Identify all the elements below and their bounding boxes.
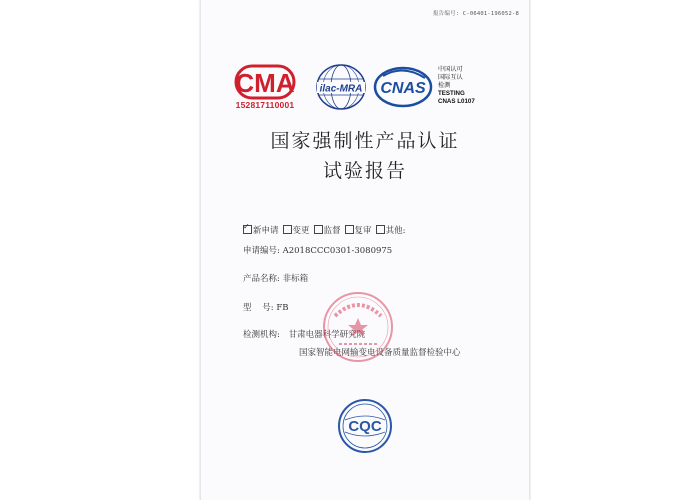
cma-logo [234,64,296,114]
svg-text:CNAS: CNAS [380,80,426,97]
model-label: 型 号: [243,303,274,313]
official-seal-stamp [321,290,395,364]
option-review[interactable]: 复审 [345,226,372,236]
cnas-accreditation-info [438,66,518,106]
cnas-logo [373,66,433,108]
application-number-row [243,244,392,256]
application-type-row [243,224,409,236]
model-row [243,301,289,313]
report-number: 报告编号: C-06401-196052-8 [432,11,519,17]
cma-emblem-icon [234,64,296,100]
checkbox[interactable] [345,225,354,234]
option-supervision[interactable]: 监督 [314,226,341,236]
cnas-info-line: CNAS L0107 [438,98,475,105]
product-name-label: 产品名称: [243,274,280,284]
document-title: 国家强制性产品认证 [270,130,460,152]
model-value: FB [276,303,289,313]
ilac-globe-icon [313,62,369,112]
option-new-application[interactable]: ✓新申请 [243,226,279,236]
document-subtitle: 试验报告 [322,160,407,182]
cqc-logo [337,398,393,454]
report-page [200,0,530,500]
svg-text:ilac-MRA: ilac-MRA [319,83,363,95]
checkbox-checked[interactable] [243,225,252,234]
testing-org-name-1: 甘肃电器科学研究院 [288,330,366,340]
testing-org-name-2: 国家智能电网输变电设备质量监督检验中心 [299,348,461,358]
cnas-info-line: TESTING [438,90,465,97]
ilac-mra-logo [313,62,369,112]
checkbox[interactable] [376,225,385,234]
cnas-info-line: 中国认可 [438,66,463,73]
product-name-row [243,272,308,284]
cnas-emblem-icon [373,66,433,108]
testing-org-label: 检测机构: [243,330,280,340]
application-number-label: 申请编号: [243,246,280,256]
application-number-value: A2018CCC0301-3080975 [282,246,393,256]
checkbox[interactable] [283,225,292,234]
option-other[interactable]: 其他: [376,226,406,236]
checkbox[interactable] [314,225,323,234]
product-name-value: 非标箱 [282,274,309,284]
svg-text:CMA: CMA [235,68,295,98]
cma-code: 152817110001 [235,100,295,110]
cnas-info-line: 检测 [438,82,451,89]
cnas-info-line: 国际互认 [438,74,463,81]
svg-text:CQC: CQC [348,418,382,435]
option-change[interactable]: 变更 [283,226,310,236]
